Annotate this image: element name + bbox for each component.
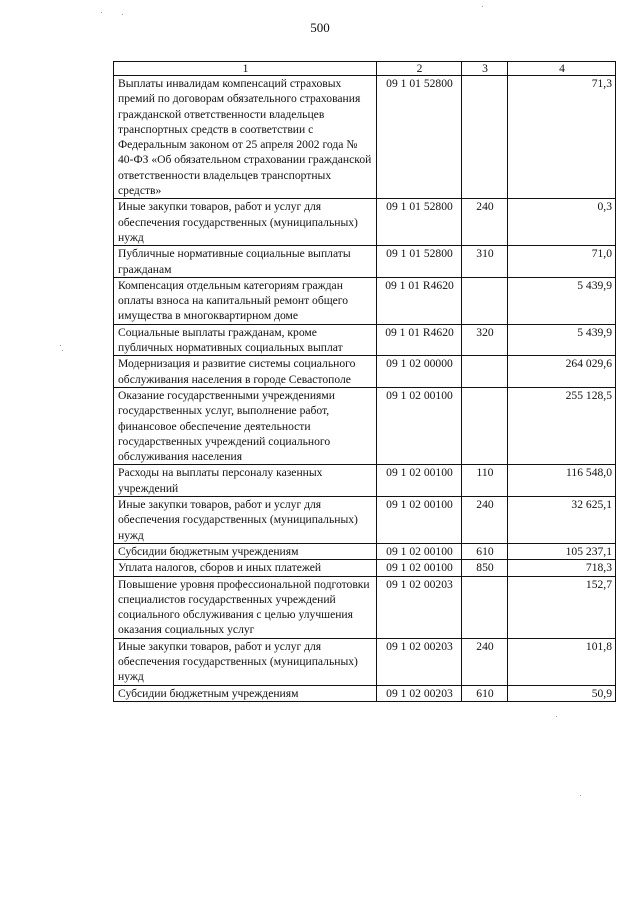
row-amount-cell: 152,7: [508, 576, 616, 638]
row-name-cell: Компенсация отдельным категориям граждан оплаты взноса на капитальный ремонт общего имущества в многоквартирном доме: [114, 277, 377, 324]
header-col-4: 4: [508, 62, 616, 76]
scan-speck: [101, 12, 102, 13]
budget-table: [113, 61, 616, 702]
row-name-cell: Повышение уровня профессиональной подготовки специалистов государственных учреждений социального обслуживания с целью улучшения оказания социальных услуг: [114, 576, 377, 638]
table-row: [114, 638, 616, 685]
row-amount-cell: 718,3: [508, 560, 616, 576]
row-type-cell: [462, 356, 508, 388]
row-type-cell: [462, 277, 508, 324]
row-name-cell: Оказание государственными учреждениями государственных услуг, выполнение работ, финансовое обеспечение деятельности государственных учреждений социального обслуживания населения: [114, 387, 377, 464]
table-row: [114, 324, 616, 356]
table-row: [114, 387, 616, 464]
row-name-cell: Иные закупки товаров, работ и услуг для обеспечения государственных (муниципальных) нужд: [114, 497, 377, 544]
row-name-cell: Социальные выплаты гражданам, кроме публичных нормативных социальных выплат: [114, 324, 377, 356]
budget-table-body: [114, 62, 616, 702]
header-col-2: 2: [377, 62, 462, 76]
row-name-cell: Иные закупки товаров, работ и услуг для обеспечения государственных (муниципальных) нужд: [114, 638, 377, 685]
row-amount-cell: 50,9: [508, 685, 616, 701]
table-row: [114, 76, 616, 199]
row-type-cell: 320: [462, 324, 508, 356]
row-name-cell: Уплата налогов, сборов и иных платежей: [114, 560, 377, 576]
row-amount-cell: 105 237,1: [508, 543, 616, 559]
page-number: 500: [310, 20, 330, 35]
row-code-cell: 09 1 02 00000: [377, 356, 462, 388]
row-name-cell: Субсидии бюджетным учреждениям: [114, 543, 377, 559]
row-type-cell: 240: [462, 199, 508, 246]
row-type-cell: 850: [462, 560, 508, 576]
row-amount-cell: 5 439,9: [508, 324, 616, 356]
row-code-cell: 09 1 01 R4620: [377, 324, 462, 356]
table-row: [114, 497, 616, 544]
table-header-row: [114, 62, 616, 76]
row-amount-cell: 101,8: [508, 638, 616, 685]
row-code-cell: 09 1 01 52800: [377, 199, 462, 246]
row-name-cell: Выплаты инвалидам компенсаций страховых премий по договорам обязательного страхования гражданской ответственности владельцев транспортных средств в соответствии с Федеральным законом от 25 апреля 2002 года № 40-ФЗ «Об обязательном страховании гражданской ответственности владельцев транспортных средств»: [114, 76, 377, 199]
row-type-cell: 310: [462, 246, 508, 278]
row-type-cell: 110: [462, 465, 508, 497]
row-code-cell: 09 1 02 00203: [377, 638, 462, 685]
row-name-cell: Публичные нормативные социальные выплаты гражданам: [114, 246, 377, 278]
row-type-cell: [462, 387, 508, 464]
row-code-cell: 09 1 01 52800: [377, 246, 462, 278]
scan-speck: [122, 14, 123, 15]
row-code-cell: 09 1 02 00100: [377, 543, 462, 559]
row-name-cell: Расходы на выплаты персоналу казенных учреждений: [114, 465, 377, 497]
scan-speck: [60, 345, 61, 346]
row-amount-cell: 264 029,6: [508, 356, 616, 388]
table-row: [114, 685, 616, 701]
table-row: [114, 543, 616, 559]
row-code-cell: 09 1 02 00100: [377, 387, 462, 464]
row-code-cell: 09 1 02 00203: [377, 576, 462, 638]
row-name-cell: Модернизация и развитие системы социального обслуживания населения в городе Севастополе: [114, 356, 377, 388]
row-code-cell: 09 1 02 00203: [377, 685, 462, 701]
table-row: [114, 277, 616, 324]
row-type-cell: 610: [462, 685, 508, 701]
row-code-cell: 09 1 02 00100: [377, 497, 462, 544]
row-amount-cell: 5 439,9: [508, 277, 616, 324]
row-amount-cell: 71,0: [508, 246, 616, 278]
row-type-cell: [462, 76, 508, 199]
row-code-cell: 09 1 01 52800: [377, 76, 462, 199]
scan-speck: [556, 716, 557, 717]
scan-speck: [62, 350, 63, 351]
row-code-cell: 09 1 02 00100: [377, 560, 462, 576]
scan-speck: [580, 795, 581, 796]
row-type-cell: [462, 576, 508, 638]
row-code-cell: 09 1 02 00100: [377, 465, 462, 497]
row-type-cell: 610: [462, 543, 508, 559]
header-col-1: 1: [114, 62, 377, 76]
table-row: [114, 246, 616, 278]
table-row: [114, 356, 616, 388]
header-col-3: 3: [462, 62, 508, 76]
row-amount-cell: 116 548,0: [508, 465, 616, 497]
row-amount-cell: 32 625,1: [508, 497, 616, 544]
table-row: [114, 560, 616, 576]
table-row: [114, 465, 616, 497]
row-type-cell: 240: [462, 638, 508, 685]
row-name-cell: Субсидии бюджетным учреждениям: [114, 685, 377, 701]
row-name-cell: Иные закупки товаров, работ и услуг для обеспечения государственных (муниципальных) нужд: [114, 199, 377, 246]
row-amount-cell: 0,3: [508, 199, 616, 246]
row-amount-cell: 71,3: [508, 76, 616, 199]
table-row: [114, 576, 616, 638]
row-amount-cell: 255 128,5: [508, 387, 616, 464]
row-code-cell: 09 1 01 R4620: [377, 277, 462, 324]
row-type-cell: 240: [462, 497, 508, 544]
table-row: [114, 199, 616, 246]
scan-speck: [482, 6, 483, 7]
